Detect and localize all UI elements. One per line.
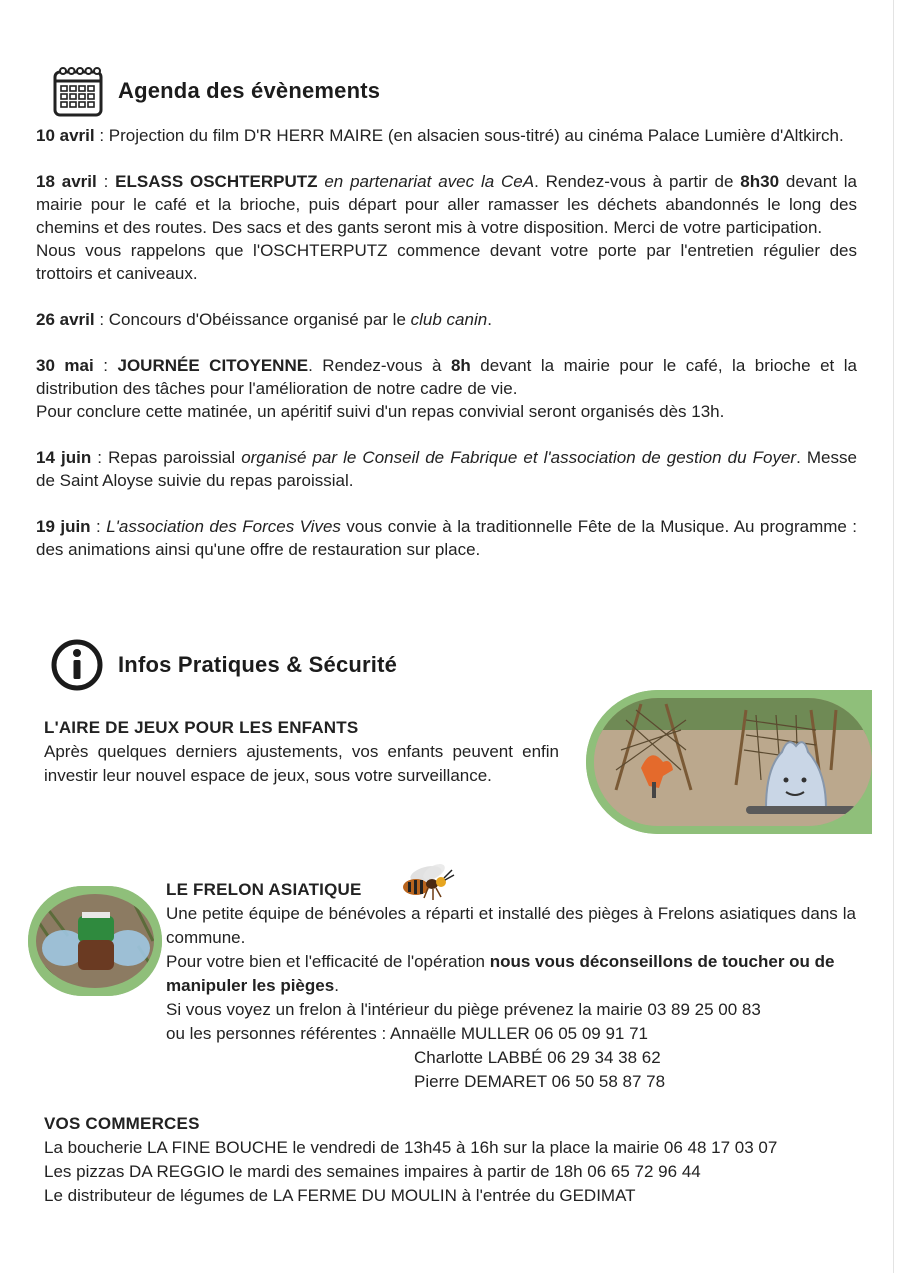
event-text: . Messe de Saint Aloyse suivie du repas paroissial. xyxy=(36,448,857,490)
event-text: : Projection du film D'R HERR MAIRE (en alsacien sous-titré) au cinéma Palace Lumière d'Altkirch. xyxy=(94,126,844,145)
hornet-text-3: Si vous voyez un frelon à l'intérieur du piège prévenez la mairie 03 89 25 00 83 xyxy=(166,1000,761,1019)
playground-text: Après quelques derniers ajustements, vos enfants peuvent enfin investir leur nouvel espace de jeux, sous votre surveillance. xyxy=(44,742,559,785)
info-icon xyxy=(50,638,104,692)
event-text: vous convie à la traditionnelle Fête de la Musique. Au programme : des animations ainsi qu'une offre de restauration sur place. xyxy=(36,517,858,559)
event-date: 10 avril xyxy=(36,126,95,145)
event-sep: : xyxy=(93,356,118,375)
event-time: 8h xyxy=(450,356,471,375)
hornet-warning: nous vous déconseillons de toucher ou de manipuler les pièges xyxy=(166,952,835,995)
hornet-text-1: Une petite équipe de bénévoles a réparti et installé des pièges à Frelons asiatiques dans la commune. xyxy=(166,904,856,947)
hornet-trap-image xyxy=(28,886,162,996)
hornet-contacts-line xyxy=(166,1022,856,1046)
event-club: club canin xyxy=(410,310,488,329)
hornet-text-2-start: Pour votre bien et l'efficacité de l'opération xyxy=(166,952,490,971)
event-18-avril xyxy=(36,170,857,239)
event-text: . Rendez-vous à xyxy=(308,356,451,375)
contact-3: Pierre DEMARET 06 50 58 87 78 xyxy=(414,1072,666,1091)
playground-image xyxy=(586,690,872,834)
event-end: . xyxy=(487,310,492,329)
event-date: 30 mai xyxy=(36,356,94,375)
event-organizer: organisé par le Conseil de Fabrique et l'association de gestion du Foyer xyxy=(241,448,797,467)
event-text: devant la mairie pour le café et la brioche, puis départ pour aller ramasser les déchets abandonnés le long des chemins et des routes. Des sacs et des gants seront mis à votre disposition. Merci de votre participation. xyxy=(36,172,857,237)
playground-photo xyxy=(586,690,872,834)
event-text: : Concours d'Obéissance organisé par le xyxy=(94,310,411,329)
hornet-block xyxy=(166,860,856,1094)
hornet-heading-row xyxy=(166,860,856,902)
event-sep: : xyxy=(90,517,107,536)
agenda-title: Agenda des évènements xyxy=(118,78,381,103)
contact-1: Annaëlle MULLER 06 05 09 91 71 xyxy=(389,1024,648,1043)
event-date: 19 juin xyxy=(36,517,91,536)
shop-line: La boucherie LA FINE BOUCHE le vendredi de 13h45 à 16h sur la place la mairie 06 48 17 03 07 xyxy=(44,1138,778,1157)
shop-line: Le distributeur de légumes de LA FERME DU MOULIN à l'entrée du GEDIMAT xyxy=(44,1186,636,1205)
shop-line: Les pizzas DA REGGIO le mardi des semaines impaires à partir de 18h 06 65 72 96 44 xyxy=(44,1162,701,1181)
trap-photo xyxy=(28,886,162,996)
event-18-avril-note: Nous vous rappelons que l'OSCHTERPUTZ commence devant votre porte par l'entretien régulier des trottoirs et caniveaux. xyxy=(36,241,857,283)
shops-heading: VOS COMMERCES xyxy=(44,1114,200,1133)
page-edge xyxy=(893,0,894,1273)
event-14-juin xyxy=(36,446,857,492)
event-date: 18 avril xyxy=(36,172,97,191)
infos-header xyxy=(50,638,397,692)
contact-2: Charlotte LABBÉ 06 29 34 38 62 xyxy=(414,1048,661,1067)
event-text: : Repas paroissial xyxy=(91,448,242,467)
event-name: JOURNÉE CITOYENNE xyxy=(117,356,309,375)
shops-block xyxy=(44,1112,864,1208)
event-name: ELSASS OSCHTERPUTZ xyxy=(115,172,318,191)
event-19-juin xyxy=(36,515,857,561)
playground-block xyxy=(44,716,559,788)
calendar-icon xyxy=(52,64,104,118)
hornet-text-2 xyxy=(166,950,856,998)
event-organizer: L'association des Forces Vives xyxy=(106,517,341,536)
event-30-mai-note: Pour conclure cette matinée, un apéritif suivi d'un repas convivial seront organisés dès 13h. xyxy=(36,402,725,421)
hornet-icon xyxy=(400,860,456,904)
infos-title: Infos Pratiques & Sécurité xyxy=(118,652,398,677)
event-text: devant la mairie pour le café, la brioche et la distribution des tâches pour l'amélioration de notre cadre de vie. xyxy=(36,356,857,398)
event-date: 14 juin xyxy=(36,448,92,467)
event-time: 8h30 xyxy=(740,172,780,191)
event-date: 26 avril xyxy=(36,310,95,329)
agenda-list xyxy=(36,124,857,561)
event-30-mai xyxy=(36,354,857,400)
event-10-avril xyxy=(36,124,857,147)
agenda-header xyxy=(52,64,380,118)
event-text: . Rendez-vous à partir de xyxy=(534,172,741,191)
contacts-intro: ou les personnes référentes : xyxy=(166,1024,390,1043)
hornet-text-2-end: . xyxy=(334,976,339,995)
hornet-heading: LE FRELON ASIATIQUE xyxy=(166,880,362,899)
event-26-avril xyxy=(36,308,857,331)
playground-heading: L'AIRE DE JEUX POUR LES ENFANTS xyxy=(44,718,359,737)
event-partner: en partenariat avec la CeA xyxy=(317,172,535,191)
event-sep: : xyxy=(96,172,116,191)
